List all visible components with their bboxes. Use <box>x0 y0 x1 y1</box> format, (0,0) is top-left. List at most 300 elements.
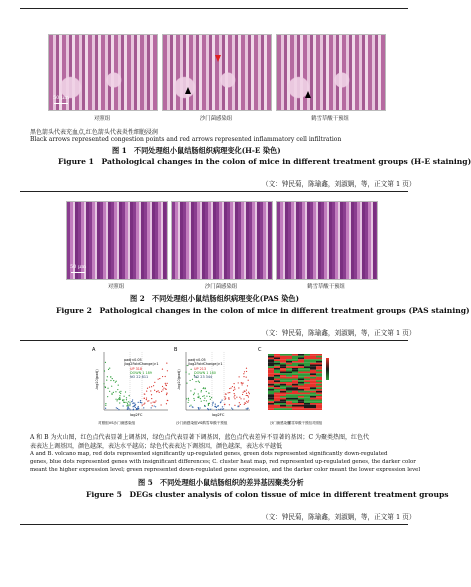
heatmap-cell <box>274 363 280 365</box>
heatmap-cell <box>274 358 280 360</box>
volcano-point <box>154 405 155 406</box>
heatmap-cell <box>286 379 292 381</box>
volcano-point <box>151 398 152 399</box>
heatmap-cell <box>286 389 292 391</box>
scale-bar-label: 50 μm <box>70 264 86 270</box>
volcano-point <box>190 390 191 391</box>
legend-line: padj<0.05 <box>124 358 142 362</box>
heatmap-cell <box>298 358 304 360</box>
heatmap-cell <box>286 384 292 386</box>
volcano-point <box>198 396 199 397</box>
heatmap-cell <box>316 389 322 391</box>
heatmap-cell <box>316 396 322 398</box>
heatmap-cell <box>304 373 310 375</box>
panel-label-intervention: 鹤雪草酸干预组 <box>307 284 345 290</box>
volcano-point <box>119 402 120 403</box>
heatmap-cell <box>286 394 292 396</box>
heatmap-cell <box>268 398 274 400</box>
heatmap-cell <box>274 393 280 395</box>
heatmap-cell <box>292 403 298 405</box>
volcano-point <box>224 396 225 397</box>
heatmap-caption-infection: 沙门菌感染组 <box>270 421 291 425</box>
heatmap-cell <box>274 380 280 382</box>
heatmap-cell <box>286 403 292 405</box>
volcano-point <box>105 362 106 363</box>
heatmap-cell <box>298 401 304 403</box>
heatmap-cell <box>274 366 280 368</box>
heatmap-cell <box>280 384 286 386</box>
heatmap-cell <box>298 373 304 375</box>
heatmap-caption-intervention: 鹤雪草酸干预组 <box>288 421 312 425</box>
legend-no: NO 22 811 <box>130 375 149 379</box>
heatmap-cell <box>274 405 280 407</box>
heatmap-cell <box>304 377 310 379</box>
panel-label-control: 对照组 <box>93 116 111 122</box>
volcano-point <box>192 379 193 380</box>
volcano-point <box>244 402 245 403</box>
heatmap-cell <box>298 389 304 391</box>
heatmap-cell <box>292 394 298 396</box>
heatmap-cell <box>316 384 322 386</box>
volcano-point <box>246 393 247 394</box>
heatmap-cell <box>292 386 298 388</box>
heatmap-cell <box>292 400 298 402</box>
volcano-point <box>118 385 119 386</box>
heatmap-cell <box>298 372 304 374</box>
heatmap-cell <box>304 368 310 370</box>
panel-letter-c: C <box>258 347 262 353</box>
volcano-point <box>117 408 118 409</box>
heatmap-cell <box>274 361 280 363</box>
heatmap-cell <box>268 393 274 395</box>
volcano-point <box>115 391 116 392</box>
volcano-point <box>134 405 135 406</box>
heatmap-cell <box>280 363 286 365</box>
heatmap-cell <box>304 391 310 393</box>
volcano-point <box>215 406 216 407</box>
volcano-point <box>218 409 219 410</box>
heatmap-cell <box>280 398 286 400</box>
volcano-point <box>111 386 112 387</box>
volcano-point <box>134 403 135 404</box>
volcano-point <box>162 369 163 370</box>
heatmap-cell <box>292 393 298 395</box>
volcano-point <box>120 393 121 394</box>
heatmap-cell <box>286 375 292 377</box>
heatmap-cell <box>274 375 280 377</box>
heatmap-cell <box>274 379 280 381</box>
heatmap-cell <box>286 407 292 409</box>
heatmap-cell <box>286 398 292 400</box>
legend-line: |log2FoldChange|>1 <box>188 362 223 366</box>
heatmap-cell <box>268 396 274 398</box>
volcano-point <box>142 404 143 405</box>
heatmap-cell <box>316 363 322 365</box>
volcano-point <box>125 391 126 392</box>
heatmap-cell <box>298 366 304 368</box>
heatmap-cell <box>274 354 280 356</box>
heatmap-cell <box>304 408 310 410</box>
volcano-point <box>240 404 241 405</box>
volcano-point <box>234 387 235 388</box>
x-axis-label: log2FC <box>212 413 225 417</box>
heatmap-cell <box>304 401 310 403</box>
volcano-point <box>230 387 231 388</box>
heatmap-cell <box>280 377 286 379</box>
volcano-point <box>216 409 217 410</box>
heatmap-cell <box>304 361 310 363</box>
volcano-point <box>136 409 137 410</box>
heatmap-cell <box>316 405 322 407</box>
heatmap-cell <box>292 375 298 377</box>
heatmap-cell <box>292 356 298 358</box>
heatmap-cell <box>298 382 304 384</box>
heatmap-cell <box>286 386 292 388</box>
figure1-note-en: Black arrows represented congestion points and red arrows represented inflammatory cell infiltration <box>30 136 342 143</box>
volcano-point <box>158 379 159 380</box>
volcano-point <box>107 376 108 377</box>
volcano-point <box>116 400 117 401</box>
heatmap-cell <box>280 401 286 403</box>
heatmap-cell <box>268 403 274 405</box>
volcano-point <box>234 389 235 390</box>
heatmap-color-scale <box>326 358 329 380</box>
heatmap-cell <box>298 354 304 356</box>
heatmap-cell <box>280 386 286 388</box>
volcano-point <box>155 406 156 407</box>
heatmap-cell <box>274 400 280 402</box>
heatmap-cell <box>304 387 310 389</box>
volcano-point <box>146 399 147 400</box>
heatmap-cell <box>268 386 274 388</box>
heatmap-cell <box>316 387 322 389</box>
heatmap-cell <box>292 398 298 400</box>
volcano-point <box>152 405 153 406</box>
heatmap-cell <box>304 372 310 374</box>
heatmap-cell <box>310 354 316 356</box>
figure5-body-en-2: genes, blue dots represented genes with insignificant differences; C. cluster heat map, red represented up-regulated genes, the darker color <box>30 459 416 465</box>
volcano-point <box>222 406 223 407</box>
heatmap-cell <box>280 393 286 395</box>
heatmap-cell <box>310 373 316 375</box>
volcano-point <box>126 399 127 400</box>
heatmap-cell <box>280 403 286 405</box>
volcano-point <box>153 402 154 403</box>
volcano-point <box>247 385 248 386</box>
heatmap-cell <box>268 380 274 382</box>
volcano-point <box>154 390 155 391</box>
heatmap-cell <box>298 359 304 361</box>
heatmap-cell <box>286 354 292 356</box>
heatmap-cell <box>274 394 280 396</box>
heatmap-cell <box>280 372 286 374</box>
heatmap-cell <box>310 396 316 398</box>
volcano-point <box>243 398 244 399</box>
volcano-point <box>241 383 242 384</box>
volcano-point <box>244 404 245 405</box>
heatmap-cell <box>292 372 298 374</box>
volcano-point <box>248 380 249 381</box>
heatmap-cell <box>310 363 316 365</box>
volcano-point <box>111 393 112 394</box>
heatmap-cell <box>304 407 310 409</box>
volcano-point <box>119 395 120 396</box>
heatmap-cell <box>304 389 310 391</box>
volcano-point <box>204 395 205 396</box>
volcano-point <box>161 391 162 392</box>
heatmap-cell <box>268 361 274 363</box>
heatmap-cell <box>292 354 298 356</box>
volcano-point <box>201 390 202 391</box>
heatmap-cell <box>310 375 316 377</box>
volcano-point <box>202 396 203 397</box>
heatmap-cell <box>280 368 286 370</box>
volcano-point <box>246 389 247 390</box>
volcano-point <box>188 399 189 400</box>
volcano-point <box>242 382 243 383</box>
volcano-point <box>238 387 239 388</box>
heatmap-cell <box>292 370 298 372</box>
heatmap-cell <box>304 398 310 400</box>
heatmap-cell <box>280 389 286 391</box>
volcano-point <box>242 384 243 385</box>
volcano-point <box>238 382 239 383</box>
heatmap-cell <box>310 358 316 360</box>
volcano-point <box>247 408 248 409</box>
heatmap-cell <box>268 405 274 407</box>
volcano-point <box>201 401 202 402</box>
volcano-point <box>206 400 207 401</box>
heatmap-cell <box>274 356 280 358</box>
heatmap-cell <box>286 393 292 395</box>
heatmap-cell <box>274 387 280 389</box>
heatmap-cell <box>304 356 310 358</box>
volcano-point <box>146 397 147 398</box>
heatmap-cell <box>286 361 292 363</box>
heatmap-cell <box>292 368 298 370</box>
volcano-point <box>133 402 134 403</box>
volcano-point <box>112 378 113 379</box>
figure5-body-cn-2: 表表达上调基因，颜色越深，表达水平越高；绿色代表表达下调基因，颜色越深，表达水平越低 <box>30 443 283 450</box>
figure1-title-en: Figure 1 Pathological changes in the colon of mice in different treatment groups (H-E staining) <box>58 157 471 166</box>
volcano-point <box>124 402 125 403</box>
volcano-point <box>119 392 120 393</box>
heatmap-cell <box>292 379 298 381</box>
volcano-point <box>161 404 162 405</box>
heatmap-cell <box>280 361 286 363</box>
heatmap-cell <box>304 365 310 367</box>
volcano-point <box>240 398 241 399</box>
heatmap-cell <box>280 366 286 368</box>
volcano-point <box>144 393 145 394</box>
volcano-point <box>147 401 148 402</box>
heatmap-cell <box>292 401 298 403</box>
heatmap-cell <box>286 400 292 402</box>
heatmap-cell <box>292 377 298 379</box>
volcano-point <box>120 399 121 400</box>
volcano-point <box>232 408 233 409</box>
volcano-point <box>210 399 211 400</box>
volcano-point <box>162 389 163 390</box>
volcano-point <box>213 402 214 403</box>
volcano-point <box>200 398 201 399</box>
heatmap-cell <box>280 379 286 381</box>
heatmap-cell <box>280 407 286 409</box>
heatmap-cell <box>292 407 298 409</box>
volcano-point <box>155 400 156 401</box>
volcano-point <box>117 389 118 390</box>
volcano-point <box>130 403 131 404</box>
heatmap-cell <box>280 394 286 396</box>
volcano-point <box>204 398 205 399</box>
heatmap-cell <box>286 382 292 384</box>
x-axis-label: log2FC <box>130 413 143 417</box>
volcano-point <box>220 401 221 402</box>
volcano-point <box>203 400 204 401</box>
heatmap-cell <box>286 358 292 360</box>
volcano-point <box>148 400 149 401</box>
heatmap-cell <box>286 372 292 374</box>
volcano-point <box>118 398 119 399</box>
volcano-point <box>203 387 204 388</box>
heatmap-cell <box>310 401 316 403</box>
heatmap-cell <box>304 358 310 360</box>
heatmap-cell <box>298 398 304 400</box>
volcano-point <box>123 399 124 400</box>
figure5-credit: （文：钟民菊，陈瑜鑫，刘淑娴，等，正文第 1 页） <box>262 513 416 521</box>
volcano-point <box>132 399 133 400</box>
volcano-point <box>208 393 209 394</box>
volcano-point <box>166 389 167 390</box>
volcano-point <box>248 396 249 397</box>
volcano-point <box>189 406 190 407</box>
heatmap-cell <box>316 380 322 382</box>
volcano-point <box>141 402 142 403</box>
heatmap-cell <box>304 359 310 361</box>
heatmap-cell <box>310 377 316 379</box>
volcano-point <box>244 371 245 372</box>
heatmap-cell <box>292 391 298 393</box>
heatmap-cell <box>292 389 298 391</box>
panel-label-intervention: 鹤雪草酸干预组 <box>311 116 349 122</box>
volcano-point <box>126 397 127 398</box>
volcano-point <box>129 395 130 396</box>
volcano-point <box>113 380 114 381</box>
volcano-point <box>206 396 207 397</box>
volcano-point <box>124 396 125 397</box>
heatmap-cell <box>316 386 322 388</box>
heatmap-cell <box>274 370 280 372</box>
heatmap-cell <box>274 396 280 398</box>
volcano-point <box>153 385 154 386</box>
volcano-point <box>220 409 221 410</box>
heatmap-cell <box>310 380 316 382</box>
heatmap-cell <box>310 398 316 400</box>
heatmap-cell <box>286 387 292 389</box>
legend-up: UP 318 <box>130 367 143 371</box>
volcano-point <box>135 404 136 405</box>
heatmap-cell <box>274 398 280 400</box>
heatmap-cell <box>310 408 316 410</box>
heatmap-cell <box>274 377 280 379</box>
heatmap-cell <box>292 365 298 367</box>
heatmap-cell <box>274 407 280 409</box>
heatmap-cell <box>274 391 280 393</box>
volcano-point <box>199 382 200 383</box>
heatmap-cell <box>310 400 316 402</box>
volcano-point <box>239 376 240 377</box>
volcano-point <box>126 405 127 406</box>
volcano-caption: 沙门菌感染组VS鹤雪草酸干预组 <box>176 421 228 425</box>
heatmap-cell <box>304 382 310 384</box>
heatmap-cell <box>274 372 280 374</box>
volcano-point <box>151 407 152 408</box>
heatmap-cell <box>298 365 304 367</box>
volcano-point <box>248 400 249 401</box>
heatmap-cell <box>316 375 322 377</box>
volcano-point <box>167 370 168 371</box>
volcano-point <box>128 401 129 402</box>
heatmap-cell <box>316 398 322 400</box>
heatmap-cell <box>268 401 274 403</box>
heatmap-cell <box>310 394 316 396</box>
legend-down: DOWN 1 180 <box>194 371 216 375</box>
heatmap-cell <box>280 400 286 402</box>
pas-panel-control <box>66 201 168 280</box>
volcano-point <box>154 382 155 383</box>
heatmap-cell <box>280 387 286 389</box>
volcano-point <box>194 400 195 401</box>
heatmap-cell <box>316 403 322 405</box>
volcano-point <box>129 405 130 406</box>
heatmap-cell <box>298 370 304 372</box>
volcano-point <box>221 400 222 401</box>
heatmap-cell <box>268 366 274 368</box>
heatmap-cell <box>304 394 310 396</box>
volcano-point <box>243 373 244 374</box>
heatmap-cell <box>316 382 322 384</box>
volcano-point <box>119 397 120 398</box>
panel-label-infection: 沙门菌感染组 <box>199 116 233 122</box>
heatmap-cell <box>298 394 304 396</box>
heatmap-cell <box>316 379 322 381</box>
heatmap-cell <box>280 354 286 356</box>
figure1-title-cn: 图 1 不同处理组小鼠结肠组织病理变化(H-E 染色) <box>112 146 281 155</box>
black-arrow-icon <box>305 91 311 98</box>
heatmap-cell <box>268 356 274 358</box>
volcano-point <box>149 386 150 387</box>
panel-letter-b: B <box>174 347 178 353</box>
heatmap-cell <box>304 386 310 388</box>
volcano-point <box>118 409 119 410</box>
volcano-point <box>105 408 106 409</box>
volcano-point <box>232 386 233 387</box>
heatmap-cell <box>298 379 304 381</box>
heatmap-cell <box>298 408 304 410</box>
he-panel-intervention <box>276 34 386 111</box>
volcano-point <box>198 393 199 394</box>
volcano-point <box>151 394 152 395</box>
volcano-point <box>238 406 239 407</box>
heatmap-cell <box>268 407 274 409</box>
cluster-heatmap <box>256 344 336 426</box>
volcano-point <box>231 407 232 408</box>
heatmap-cell <box>298 356 304 358</box>
heatmap-cell <box>286 391 292 393</box>
volcano-point <box>246 395 247 396</box>
heatmap-cell <box>286 366 292 368</box>
volcano-point <box>130 409 131 410</box>
